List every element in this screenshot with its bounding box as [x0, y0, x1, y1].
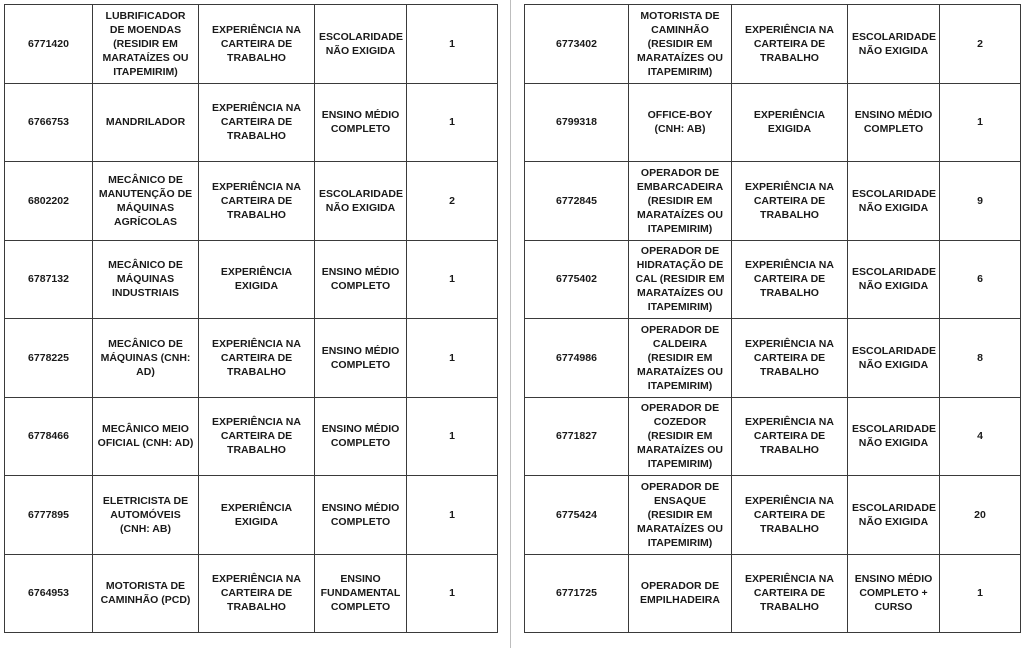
education-requirement: ESCOLARIDADE NÃO EXIGIDA — [848, 319, 940, 398]
job-title: OFFICE-BOY (CNH: AB) — [629, 83, 732, 162]
table-row — [525, 476, 1021, 555]
vacancy-count: 20 — [940, 476, 1021, 555]
experience-requirement: EXPERIÊNCIA NA CARTEIRA DE TRABALHO — [732, 162, 848, 241]
job-title: MECÂNICO DE MANUTENÇÃO DE MÁQUINAS AGRÍCOLAS — [93, 162, 199, 241]
table-row — [5, 476, 498, 555]
table-row — [5, 162, 498, 241]
vacancy-count: 2 — [940, 5, 1021, 84]
experience-requirement: EXPERIÊNCIA NA CARTEIRA DE TRABALHO — [199, 83, 315, 162]
vacancy-count: 1 — [407, 554, 498, 633]
right-page — [514, 0, 1024, 648]
table-row — [525, 397, 1021, 476]
table-row — [5, 319, 498, 398]
experience-requirement: EXPERIÊNCIA NA CARTEIRA DE TRABALHO — [732, 476, 848, 555]
table-row — [525, 240, 1021, 319]
vacancy-count: 9 — [940, 162, 1021, 241]
vacancy-count: 2 — [407, 162, 498, 241]
vacancy-count: 1 — [940, 83, 1021, 162]
job-code: 6799318 — [525, 83, 629, 162]
experience-requirement: EXPERIÊNCIA NA CARTEIRA DE TRABALHO — [199, 5, 315, 84]
vacancy-count: 1 — [407, 476, 498, 555]
education-requirement: ENSINO MÉDIO COMPLETO — [848, 83, 940, 162]
job-code: 6777895 — [5, 476, 93, 555]
vacancy-count: 1 — [407, 83, 498, 162]
table-row — [525, 162, 1021, 241]
experience-requirement: EXPERIÊNCIA NA CARTEIRA DE TRABALHO — [732, 397, 848, 476]
job-code: 6787132 — [5, 240, 93, 319]
education-requirement: ESCOLARIDADE NÃO EXIGIDA — [848, 476, 940, 555]
experience-requirement: EXPERIÊNCIA NA CARTEIRA DE TRABALHO — [732, 554, 848, 633]
education-requirement: ESCOLARIDADE NÃO EXIGIDA — [315, 162, 407, 241]
experience-requirement: EXPERIÊNCIA NA CARTEIRA DE TRABALHO — [732, 240, 848, 319]
education-requirement: ESCOLARIDADE NÃO EXIGIDA — [848, 240, 940, 319]
education-requirement: ESCOLARIDADE NÃO EXIGIDA — [848, 5, 940, 84]
job-code: 6771420 — [5, 5, 93, 84]
education-requirement: ESCOLARIDADE NÃO EXIGIDA — [848, 397, 940, 476]
job-title: ELETRICISTA DE AUTOMÓVEIS (CNH: AB) — [93, 476, 199, 555]
education-requirement: ENSINO MÉDIO COMPLETO — [315, 397, 407, 476]
job-title: MECÂNICO DE MÁQUINAS INDUSTRIAIS — [93, 240, 199, 319]
table-row — [525, 554, 1021, 633]
page-divider — [510, 0, 511, 648]
experience-requirement: EXPERIÊNCIA EXIGIDA — [199, 240, 315, 319]
job-code: 6778466 — [5, 397, 93, 476]
job-title: OPERADOR DE COZEDOR (RESIDIR EM MARATAÍZES OU ITAPEMIRIM) — [629, 397, 732, 476]
experience-requirement: EXPERIÊNCIA NA CARTEIRA DE TRABALHO — [199, 162, 315, 241]
education-requirement: ENSINO MÉDIO COMPLETO — [315, 240, 407, 319]
vacancy-count: 1 — [407, 5, 498, 84]
job-title: MOTORISTA DE CAMINHÃO (PCD) — [93, 554, 199, 633]
table-row — [5, 83, 498, 162]
table-row — [525, 5, 1021, 84]
job-code: 6775424 — [525, 476, 629, 555]
education-requirement: ENSINO FUNDAMENTAL COMPLETO — [315, 554, 407, 633]
job-title: MOTORISTA DE CAMINHÃO (RESIDIR EM MARATAÍZES OU ITAPEMIRIM) — [629, 5, 732, 84]
job-title: MECÂNICO MEIO OFICIAL (CNH: AD) — [93, 397, 199, 476]
job-title: LUBRIFICADOR DE MOENDAS (RESIDIR EM MARATAÍZES OU ITAPEMIRIM) — [93, 5, 199, 84]
right-job-table — [524, 4, 1021, 633]
job-code: 6771725 — [525, 554, 629, 633]
experience-requirement: EXPERIÊNCIA NA CARTEIRA DE TRABALHO — [199, 554, 315, 633]
vacancy-count: 8 — [940, 319, 1021, 398]
job-title: OPERADOR DE ENSAQUE (RESIDIR EM MARATAÍZES OU ITAPEMIRIM) — [629, 476, 732, 555]
table-row — [5, 397, 498, 476]
experience-requirement: EXPERIÊNCIA NA CARTEIRA DE TRABALHO — [732, 5, 848, 84]
vacancy-count: 4 — [940, 397, 1021, 476]
job-code: 6772845 — [525, 162, 629, 241]
experience-requirement: EXPERIÊNCIA NA CARTEIRA DE TRABALHO — [732, 319, 848, 398]
experience-requirement: EXPERIÊNCIA EXIGIDA — [732, 83, 848, 162]
job-code: 6773402 — [525, 5, 629, 84]
table-row — [5, 5, 498, 84]
experience-requirement: EXPERIÊNCIA NA CARTEIRA DE TRABALHO — [199, 319, 315, 398]
job-code: 6766753 — [5, 83, 93, 162]
job-code: 6778225 — [5, 319, 93, 398]
education-requirement: ENSINO MÉDIO COMPLETO — [315, 319, 407, 398]
job-code: 6764953 — [5, 554, 93, 633]
vacancy-count: 1 — [407, 397, 498, 476]
experience-requirement: EXPERIÊNCIA NA CARTEIRA DE TRABALHO — [199, 397, 315, 476]
vacancy-count: 6 — [940, 240, 1021, 319]
table-row — [525, 83, 1021, 162]
education-requirement: ESCOLARIDADE NÃO EXIGIDA — [848, 162, 940, 241]
job-title: OPERADOR DE EMBARCADEIRA (RESIDIR EM MARATAÍZES OU ITAPEMIRIM) — [629, 162, 732, 241]
job-title: OPERADOR DE HIDRATAÇÃO DE CAL (RESIDIR EM MARATAÍZES OU ITAPEMIRIM) — [629, 240, 732, 319]
job-title: MANDRILADOR — [93, 83, 199, 162]
experience-requirement: EXPERIÊNCIA EXIGIDA — [199, 476, 315, 555]
job-title: MECÂNICO DE MÁQUINAS (CNH: AD) — [93, 319, 199, 398]
job-code: 6775402 — [525, 240, 629, 319]
job-title: OPERADOR DE CALDEIRA (RESIDIR EM MARATAÍZES OU ITAPEMIRIM) — [629, 319, 732, 398]
vacancy-count: 1 — [940, 554, 1021, 633]
vacancy-count: 1 — [407, 319, 498, 398]
job-code: 6771827 — [525, 397, 629, 476]
job-code: 6774986 — [525, 319, 629, 398]
table-row — [5, 554, 498, 633]
education-requirement: ENSINO MÉDIO COMPLETO + CURSO — [848, 554, 940, 633]
job-title: OPERADOR DE EMPILHADEIRA — [629, 554, 732, 633]
table-row — [5, 240, 498, 319]
job-code: 6802202 — [5, 162, 93, 241]
education-requirement: ENSINO MÉDIO COMPLETO — [315, 476, 407, 555]
left-page — [0, 0, 508, 648]
table-row — [525, 319, 1021, 398]
education-requirement: ESCOLARIDADE NÃO EXIGIDA — [315, 5, 407, 84]
vacancy-count: 1 — [407, 240, 498, 319]
education-requirement: ENSINO MÉDIO COMPLETO — [315, 83, 407, 162]
left-job-table — [4, 4, 498, 633]
